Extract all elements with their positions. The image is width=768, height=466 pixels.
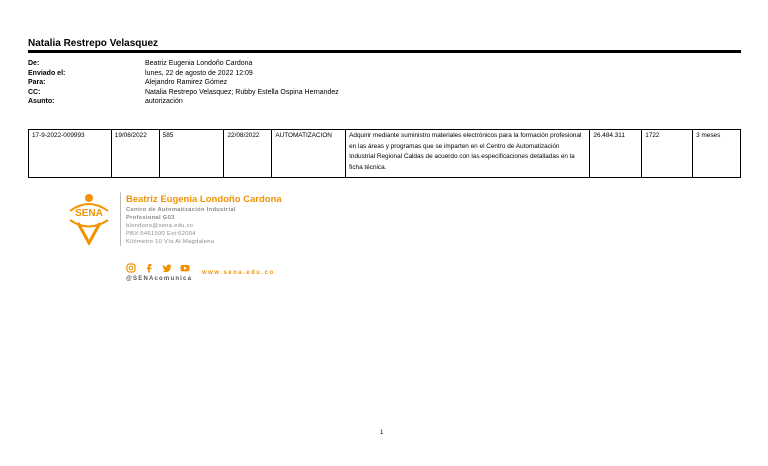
data-table	[28, 129, 741, 178]
subject-label: Asunto:	[28, 98, 55, 106]
to-value: Alejandro Ramirez Gómez	[145, 79, 228, 87]
page-number: 1	[380, 430, 384, 436]
sena-logo	[64, 193, 114, 245]
email-header	[28, 59, 339, 107]
logo-text: SENA	[75, 208, 103, 219]
signature-phone: PBX:5461500 Ext:62004	[126, 231, 196, 237]
document-owner: Natalia Restrepo Velasquez	[28, 38, 159, 49]
cc-value: Natalia Restrepo Velasquez; Rubby Estella Ospina Hernandez	[145, 88, 339, 96]
table-cell: 17-9-2022-009993	[29, 130, 112, 177]
subject-value: autorización	[145, 98, 183, 106]
from-value: Beatriz Eugenia Londoño Cardona	[145, 60, 253, 67]
signature-title: Profesional G03	[126, 215, 175, 221]
signature-divider	[120, 192, 121, 246]
signature-address: Kilómetro 10 Vía Al Magdalena	[126, 239, 215, 245]
cc-label: CC:	[28, 88, 41, 96]
table-cell: AUTOMATIZACION	[272, 130, 346, 177]
sent-label: Enviado el:	[28, 69, 66, 77]
social-handle: @SENAcomunica	[126, 276, 193, 282]
table-cell: 585	[160, 130, 225, 177]
table-cell: 22/08/2022	[224, 130, 272, 177]
to-label: Para:	[28, 79, 46, 87]
title-rule	[28, 50, 741, 53]
table-cell: 26.484.311	[590, 130, 642, 177]
table-cell: Adquirir mediante suministro materiales electrónicos para la formación profesional en las áreas y programas que se imparten en el Centro de Automatización Industrial Regional Caldas de acuerdo con las especificaciones detalladas en la ficha técnica.	[346, 130, 590, 177]
signature-name: Beatriz Eugenia Londoño Cardona	[126, 194, 282, 205]
signature-center: Centro de Automatización Industrial	[126, 207, 236, 213]
table-cell: 19/08/2022	[112, 130, 160, 177]
signature-email[interactable]: blondono@sena.edu.co	[126, 223, 194, 229]
table-cell: 1722	[642, 130, 693, 177]
instagram-icon[interactable]	[126, 260, 136, 270]
sent-value: lunes, 22 de agosto de 2022 12:09	[145, 69, 253, 77]
social-icons	[126, 260, 190, 270]
youtube-icon[interactable]	[180, 260, 190, 270]
table-cell: 3 meses	[696, 132, 721, 139]
from-label: De:	[28, 60, 40, 67]
website-link[interactable]: www.sena.edu.co	[202, 270, 275, 276]
facebook-icon[interactable]	[144, 260, 154, 270]
twitter-icon[interactable]	[162, 260, 172, 270]
